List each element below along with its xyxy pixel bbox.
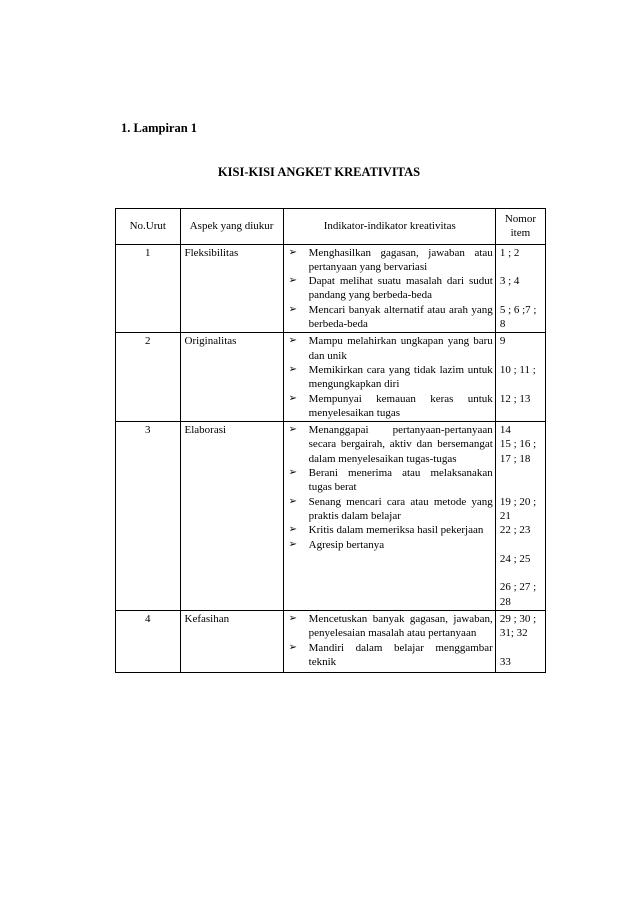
cell-aspek: Originalitas	[180, 333, 283, 422]
nomor-value: 24 ; 25	[499, 552, 531, 565]
cell-nomor-item	[495, 244, 545, 333]
document-title: KISI-KISI ANGKET KREATIVITAS	[217, 165, 421, 179]
cell-aspek: Elaborasi	[180, 422, 283, 611]
arrow-bullet-icon: ➢	[288, 467, 298, 479]
arrow-bullet-icon: ➢	[288, 392, 298, 404]
header-aspek: Aspek yang diukur	[180, 209, 283, 245]
arrow-bullet-icon: ➢	[288, 613, 298, 625]
indicator-item	[287, 423, 493, 466]
kisi-kisi-table	[115, 208, 546, 673]
nomor-value: 1 ; 2	[499, 246, 520, 259]
indicator-text: Mencetuskan banyak gagasan, jawaban, penyelesaian masalah atau pertanyaan	[308, 613, 493, 640]
indicator-list	[287, 423, 493, 552]
indicator-list	[287, 246, 493, 332]
indicator-item	[287, 392, 493, 421]
nomor-value: 22 ; 23	[499, 524, 531, 537]
indicator-text: Menghasilkan gagasan, jawaban atau pertanyaan yang bervariasi	[308, 246, 493, 273]
cell-nomor-item	[495, 333, 545, 422]
indicator-text: Berani menerima atau melaksanakan tugas berat	[308, 467, 493, 494]
cell-indikator	[283, 244, 495, 333]
indicator-text: Mampu melahirkan ungkapan yang baru dan unik	[308, 335, 493, 362]
indicator-text: Dapat melihat suatu masalah dari sudut pandang yang berbeda-beda	[308, 275, 493, 302]
cell-aspek: Kefasihan	[180, 611, 283, 673]
nomor-value: 33	[499, 655, 511, 668]
indicator-item	[287, 246, 493, 275]
arrow-bullet-icon: ➢	[288, 538, 298, 550]
indicator-text: Mandiri dalam belajar menggambar teknik	[308, 641, 493, 668]
cell-nomor-item	[495, 611, 545, 673]
nomor-value: 29 ; 30 ; 31; 32	[499, 613, 537, 640]
arrow-bullet-icon: ➢	[288, 335, 298, 347]
arrow-bullet-icon: ➢	[288, 363, 298, 375]
table-row	[116, 611, 546, 673]
cell-no-urut: 4	[116, 611, 181, 673]
section-heading: 1. Lampiran 1	[121, 121, 198, 135]
indicator-item	[287, 523, 493, 537]
arrow-bullet-icon: ➢	[288, 275, 298, 287]
table-body	[116, 244, 546, 673]
indicator-list	[287, 334, 493, 420]
indicator-item	[287, 641, 493, 670]
header-nomor-item: Nomor item	[495, 209, 545, 245]
nomor-value: 12 ; 13	[499, 392, 531, 405]
cell-no-urut: 3	[116, 422, 181, 611]
table-row	[116, 422, 546, 611]
indicator-text: Agresip bertanya	[308, 538, 385, 551]
header-indikator: Indikator-indikator kreativitas	[283, 209, 495, 245]
cell-no-urut: 1	[116, 244, 181, 333]
indicator-text: Mencari banyak alternatif atau arah yang berbeda-beda	[308, 303, 493, 331]
cell-indikator	[283, 333, 495, 422]
indicator-list	[287, 612, 493, 669]
cell-nomor-item	[495, 422, 545, 611]
table-header-row	[116, 209, 546, 245]
indicator-text: Menanggapai pertanyaan-pertanyaan secara bergairah, aktiv dan bersemangat dalam menyelesaikan tugas-tugas	[308, 424, 493, 465]
table-row	[116, 244, 546, 333]
cell-indikator	[283, 611, 495, 673]
cell-aspek: Fleksibilitas	[180, 244, 283, 333]
cell-indikator	[283, 422, 495, 611]
indicator-item	[287, 466, 493, 495]
nomor-value: 5 ; 6 ;7 ; 8	[499, 303, 537, 331]
indicator-item	[287, 334, 493, 363]
nomor-value: 9	[499, 335, 506, 348]
arrow-bullet-icon: ➢	[288, 641, 298, 653]
nomor-value: 3 ; 4	[499, 275, 520, 288]
header-no-urut: No.Urut	[116, 209, 181, 245]
nomor-value: 15 ; 16 ;	[499, 438, 537, 451]
arrow-bullet-icon: ➢	[288, 424, 298, 436]
arrow-bullet-icon: ➢	[288, 246, 298, 258]
arrow-bullet-icon: ➢	[288, 303, 298, 315]
nomor-value: 10 ; 11 ;	[499, 363, 536, 376]
indicator-text: Senang mencari cara atau metode yang praktis dalam belajar	[308, 495, 493, 522]
indicator-item	[287, 274, 493, 303]
nomor-value: 17 ; 18	[499, 452, 531, 465]
nomor-value: 19 ; 20 ; 21	[499, 495, 537, 522]
table-row	[116, 333, 546, 422]
indicator-item	[287, 495, 493, 524]
indicator-text: Kritis dalam memeriksa hasil pekerjaan	[308, 524, 484, 537]
nomor-value: 14	[499, 424, 511, 437]
nomor-value: 26 ; 27 ; 28	[499, 581, 537, 608]
arrow-bullet-icon: ➢	[288, 495, 298, 507]
indicator-item	[287, 363, 493, 392]
indicator-text: Memikirkan cara yang tidak lazim untuk mengungkapkan diri	[308, 363, 493, 391]
indicator-item	[287, 303, 493, 332]
indicator-text: Mempunyai kemauan keras untuk menyelesaikan tugas	[308, 392, 493, 419]
indicator-item	[287, 612, 493, 641]
cell-no-urut: 2	[116, 333, 181, 422]
arrow-bullet-icon: ➢	[288, 524, 298, 536]
indicator-item	[287, 538, 493, 552]
